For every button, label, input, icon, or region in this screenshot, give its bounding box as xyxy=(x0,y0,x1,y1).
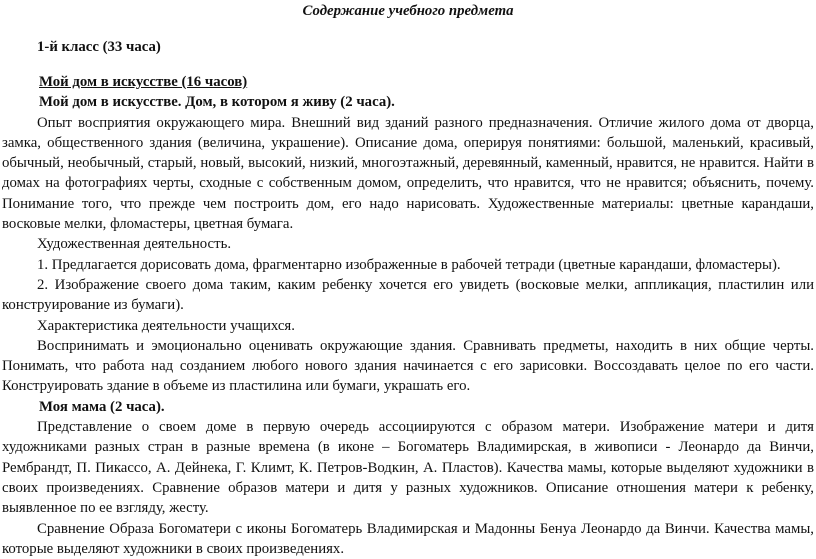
paragraph-student-activity: Воспринимать и эмоционально оценивать окружающие здания. Сравнивать предметы, находить в них общие черты. Понимать, что работа над созданием любого нового здания начинается с его зарисовки. Воссоздавать целое по его части. Конструировать здание в объеме из пластилина или бумаги, украшать его. xyxy=(2,337,814,395)
paragraph-activity-1: 1. Предлагается дорисовать дома, фрагментарно изображенные в рабочей тетради (цветные карандаши, фломастеры). xyxy=(37,256,781,273)
paragraph-student-activity-heading: Характеристика деятельности учащихся. xyxy=(37,317,295,334)
topic-heading-home: Мой дом в искусстве. Дом, в котором я живу (2 часа). xyxy=(39,94,395,111)
paragraph-activity-heading: Художественная деятельность. xyxy=(37,236,232,253)
topic-heading-mother: Моя мама (2 часа). xyxy=(39,398,165,415)
module-heading: Мой дом в искусстве (16 часов) xyxy=(39,74,248,90)
paragraph-activity-2: 2. Изображение своего дома таким, каким ребенку хочется его увидеть (восковые мелки, аппликация, пластилин или конструирование из бумаги). xyxy=(2,276,814,314)
document-title: Содержание учебного предмета xyxy=(302,3,514,19)
paragraph-comparison: Сравнение Образа Богоматери с иконы Богоматерь Владимирская и Мадонны Бенуа Леонардо да Винчи. Качества мамы, которые выделяют художники в своих произведениях. xyxy=(2,520,814,557)
grade-heading: 1-й класс (33 часа) xyxy=(37,39,161,55)
paragraph-perception: Опыт восприятия окружающего мира. Внешний вид зданий разного предназначения. Отличие жилого дома от дворца, замка, общественного здания (величина, украшение). Описание дома, оперируя понятиями: большой, маленький, красивый, обычный, необычный, старый, новый, высокий, низкий, многоэтажный, деревянный, каменный, нравится, не нравится. Найти в домах на фотографиях черты, сходные с собственным домом, определить, что нравится, что не нравится; объяснить, почему. Понимание того, что прежде чем построить дом, его надо нарисовать. Художественные материалы: цветные карандаши, восковые мелки, фломастеры, цветная бумага. xyxy=(2,114,814,233)
document-body xyxy=(2,72,814,559)
paragraph-mother-image: Представление о своем доме в первую очередь ассоциируются с образом матери. Изображение матери и дитя художниками разных стран в разные времена (в иконе – Богоматерь Владимирская, в живописи - Леонардо да Винчи, Рембрандт, П. Пикассо, А. Дейнека, Г. Климт, К. Петров-Водкин, А. Пластов). Качества мамы, которые выделяют художники в своих произведениях. Сравнение образов матери и дитя у разных художников. Описание отношения матери к ребенку, выявленное по ее взгляду, жесту. xyxy=(2,419,814,517)
